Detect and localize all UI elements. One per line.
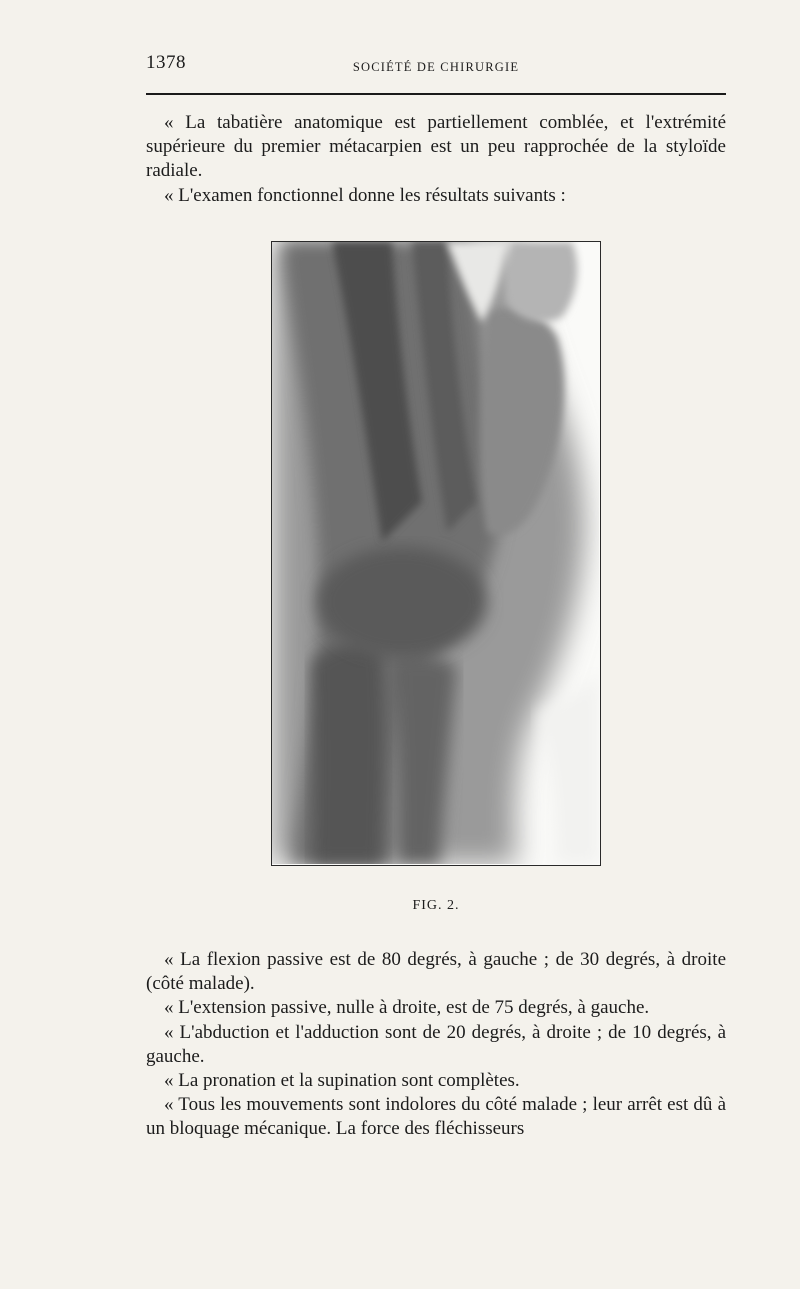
paragraph: « L'abduction et l'adduction sont de 20 degrés, à droite ; de 10 degrés, à gauche.: [146, 1021, 726, 1067]
paragraph: « L'extension passive, nulle à droite, est de 75 degrés, à gauche.: [164, 997, 650, 1019]
paragraph: « Tous les mouvements sont indolores du côté malade ; leur arrêt est dû à un bloquage mécanique. La force des fléchisseurs: [146, 1094, 726, 1140]
radiograph-figure: [271, 241, 601, 866]
body-text-top: [146, 111, 726, 208]
paragraph: « La pronation et la supination sont complètes.: [164, 1070, 520, 1092]
figure-caption: FIG. 2.: [412, 898, 460, 913]
header-rule: [146, 93, 726, 95]
running-head: SOCIÉTÉ DE CHIRURGIE: [352, 60, 520, 74]
paragraph: « La tabatière anatomique est partiellement comblée, et l'extrémité supérieure du premier métacarpien est un peu rapprochée de la styloïde radiale.: [146, 112, 726, 182]
page-number: 1378: [146, 52, 186, 73]
page-header: [146, 52, 726, 82]
paragraph: « L'examen fonctionnel donne les résultats suivants :: [164, 184, 566, 206]
body-text-bottom: [146, 948, 726, 1142]
paragraph: « La flexion passive est de 80 degrés, à gauche ; de 30 degrés, à droite (côté malade).: [146, 949, 726, 995]
radiograph-image: [272, 242, 599, 864]
